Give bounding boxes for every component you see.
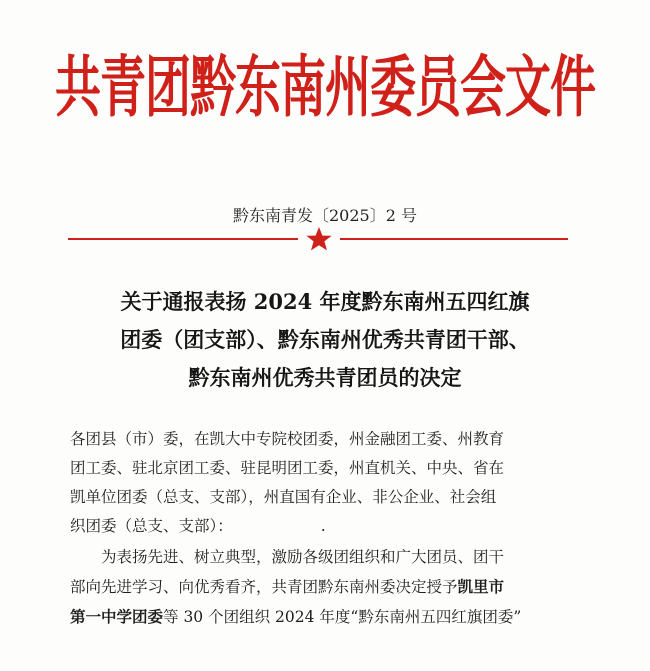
- document-number: 黔东南青发〔2025〕2 号: [233, 206, 417, 225]
- addressee-block: [70, 425, 590, 541]
- body-paragraph: [70, 543, 590, 632]
- addressee-line-text: 织团委（总支、支部）：: [70, 517, 233, 535]
- paragraph-line: 为表扬先进、树立典型，激励各级团组织和广大团员、团干: [101, 548, 505, 566]
- addressee-line: 团工委、驻北京团工委、驻昆明团工委，州直机关、中央、省在: [70, 459, 505, 477]
- addressee-line: 凯单位团委（总支、支部），州直国有企业、非公企业、社会组: [70, 488, 497, 506]
- document-title: [0, 283, 650, 397]
- title-line: 黔东南州优秀共青团员的决定: [188, 365, 462, 390]
- paragraph-line: [70, 572, 590, 602]
- paragraph-text: 部向先进学习、向优秀看齐，共青团黔东南州委决定授予: [70, 578, 458, 596]
- star-icon: [304, 226, 334, 252]
- highlighted-org-name: 第一中学团委: [70, 607, 164, 626]
- addressee-line: 各团县（市）委，在凯大中专院校团委，州金融团工委、州教育: [70, 430, 505, 448]
- stray-mark: .: [320, 517, 326, 535]
- title-line: 团委（团支部）、黔东南州优秀共青团干部、: [120, 327, 530, 352]
- masthead-title: 共青团黔东南州委员会文件: [55, 47, 595, 126]
- red-divider: [68, 226, 568, 252]
- paragraph-text: 等 30 个团组织 2024 年度“黔东南州五四红旗团委”: [163, 608, 522, 626]
- divider-line-left: [68, 238, 298, 240]
- title-line: 关于通报表扬 2024 年度黔东南州五四红旗: [120, 289, 530, 314]
- paragraph-line: [70, 602, 590, 632]
- highlighted-org-name: 凯里市: [457, 577, 505, 596]
- divider-line-right: [340, 238, 568, 240]
- addressee-line: [70, 512, 590, 541]
